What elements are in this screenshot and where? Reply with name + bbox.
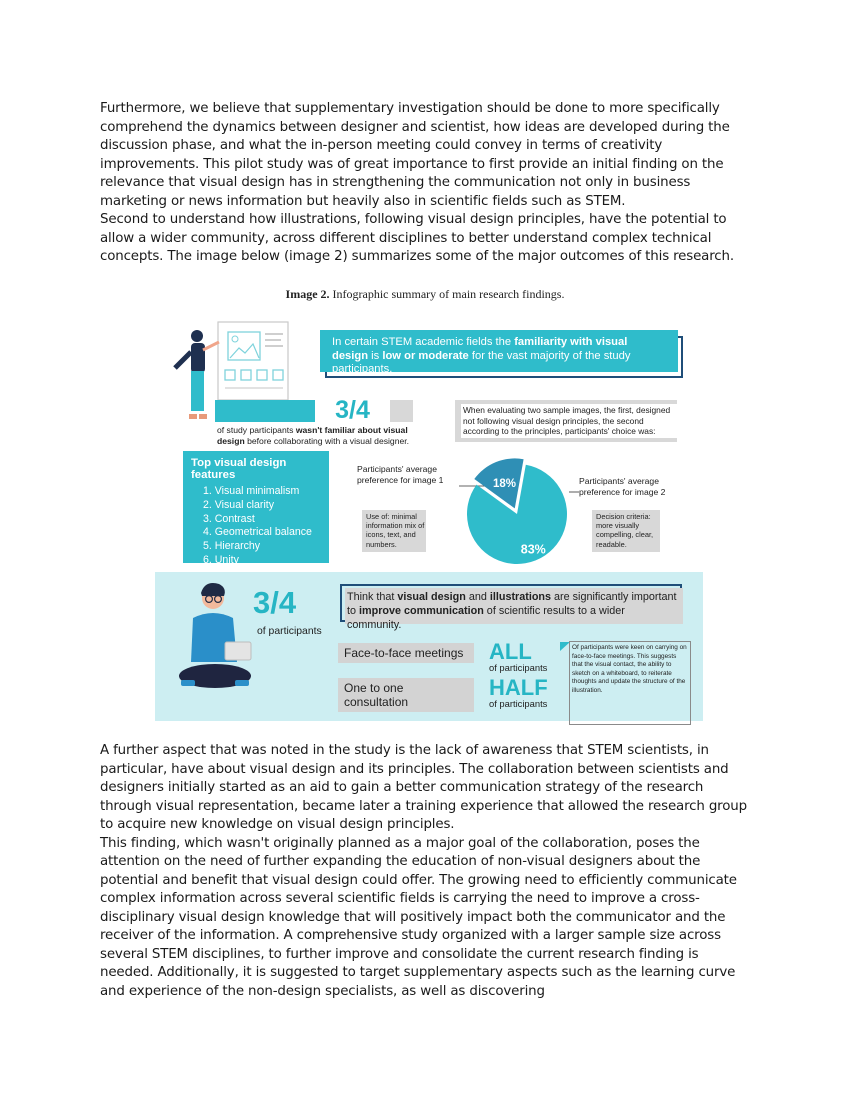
meeting-face-to-face: Face-to-face meetings xyxy=(338,643,474,663)
feature-item: 4. Geometrical balance xyxy=(203,526,312,539)
think-bold: improve communication xyxy=(359,605,484,617)
fraction-three-quarters: 3/4 xyxy=(315,396,390,424)
figure-caption xyxy=(0,287,850,302)
paragraph: A further aspect that was noted in the study is the lack of awareness that STEM scientists, in particular, have about visual design and its principles. The collaboration between scientists and designers initially started as an aid to gain a better communication strategy of the research through visual representation, became later a training experience that allowed the research group to acquire new knowledge on visual design principles. xyxy=(100,743,747,832)
features-title: Top visual design features xyxy=(191,457,287,481)
banner-text: In certain STEM academic fields the xyxy=(332,336,515,348)
caption-text: of study participants xyxy=(217,425,296,435)
body-text-top xyxy=(100,100,750,267)
paragraph: Second to understand how illustrations, following visual design principles, have the potential to allow a wider community, across different disciplines to better understand complex technical concepts. The image below (image 2) summarizes some of the major outcomes of this research. xyxy=(100,212,734,264)
pie-label-image-2: 83% xyxy=(520,542,546,557)
note-text: Of participants were keen on carrying on face-to-face meetings. This suggests that the visual contact, the ability to sketch on a whiteboard, to reiterate thoughts and update the structure of the illustration. xyxy=(572,644,687,694)
decision-text: Decision criteria: more visually compelling, clear, readable. xyxy=(596,512,654,549)
think-bold: illustrations xyxy=(489,591,552,603)
think-bold: visual design xyxy=(397,591,466,603)
features-list xyxy=(191,485,321,568)
preference-pie-chart xyxy=(445,456,585,566)
caption-label: Image 2. xyxy=(285,287,330,301)
think-text-part: Think that xyxy=(347,591,398,603)
pie-label-image1: Participants' average preference for image 1 xyxy=(357,464,444,485)
caption-text: Infographic summary of main research findings. xyxy=(329,287,565,301)
feature-item: 5. Hierarchy xyxy=(203,540,261,553)
amount-half: HALF xyxy=(489,675,548,700)
body-text-bottom xyxy=(100,742,750,1001)
think-text-part: are significantly important to xyxy=(347,591,677,617)
paragraph: Furthermore, we believe that supplementary investigation should be done to more specifically comprehend the dynamics between designer and scientist, how ideas are developed during the discussion phase, and what the in-person meeting could convey in terms of creativity improvements. This pilot study was of great importance to first provide an initial finding on the relevance that visual design has in strengthening the communication not only in business marketing or news information but heavily also in scientific fields such as STEM. xyxy=(100,101,730,209)
amount-all: ALL xyxy=(489,639,532,664)
infographic xyxy=(155,318,703,721)
caption-bold: wasn't familiar about visual design xyxy=(217,425,408,446)
feature-item: 2. Visual clarity xyxy=(203,498,275,511)
participants-caption: of participants xyxy=(257,626,322,637)
unfamiliar-caption xyxy=(217,425,412,447)
meeting-one-to-one: One to one consultation xyxy=(338,678,474,712)
features-panel xyxy=(183,451,329,566)
banner-bold: familiarity with visual design xyxy=(332,336,628,362)
pie-label-image-1: 18% xyxy=(492,477,517,490)
caption-text: before collaborating with a visual designer. xyxy=(244,436,410,446)
amount-caption: of participants xyxy=(489,698,548,709)
feature-item: 6. Unity xyxy=(203,553,239,566)
think-text-part: and xyxy=(465,591,490,603)
fraction-three-quarters-2: 3/4 xyxy=(253,585,297,620)
feature-item: 1. Visual minimalism xyxy=(203,485,300,497)
fraction-accent-bar xyxy=(215,400,321,422)
think-text-part: of scientific results to a wider community. xyxy=(347,605,625,631)
use-of-text: Use of: minimal information mix of icons, text, and numbers. xyxy=(366,512,425,549)
paragraph: This finding, which wasn't originally planned as a major goal of the collaboration, poses the attention on the need of further expanding the education of non-visual designers about the potential and benefit that visual design could offer. The growing need to efficiently communicate complex information across several scientific fields is carrying the need to improve a cross-disciplinary visual design knowledge that will positively impact both the communicator and the receiver of the information. A comprehensive study organized with a larger sample size across several STEM disciplines, to further improve and consolidate the current research finding is needed. Additionally, it is suggested to target supplementary aspects such as the learning curve and experience of the non-design specialists, as well as discovering xyxy=(100,835,737,999)
pie-label-image2: Participants' average preference for image 2 xyxy=(579,476,666,497)
amount-caption: of participants xyxy=(489,662,548,673)
banner-text: is xyxy=(368,349,383,362)
banner-text: for the vast majority of the study participants. xyxy=(332,349,631,375)
banner-bold: low or moderate xyxy=(382,349,469,362)
feature-item: 3. Contrast xyxy=(203,512,255,525)
think-text xyxy=(347,590,681,632)
familiarity-banner xyxy=(320,330,678,375)
man-with-laptop-illustration xyxy=(175,578,265,702)
evaluation-text: When evaluating two sample images, the first, designed not following visual design principles, the second according to the principles, participants' choice was: xyxy=(461,404,679,438)
